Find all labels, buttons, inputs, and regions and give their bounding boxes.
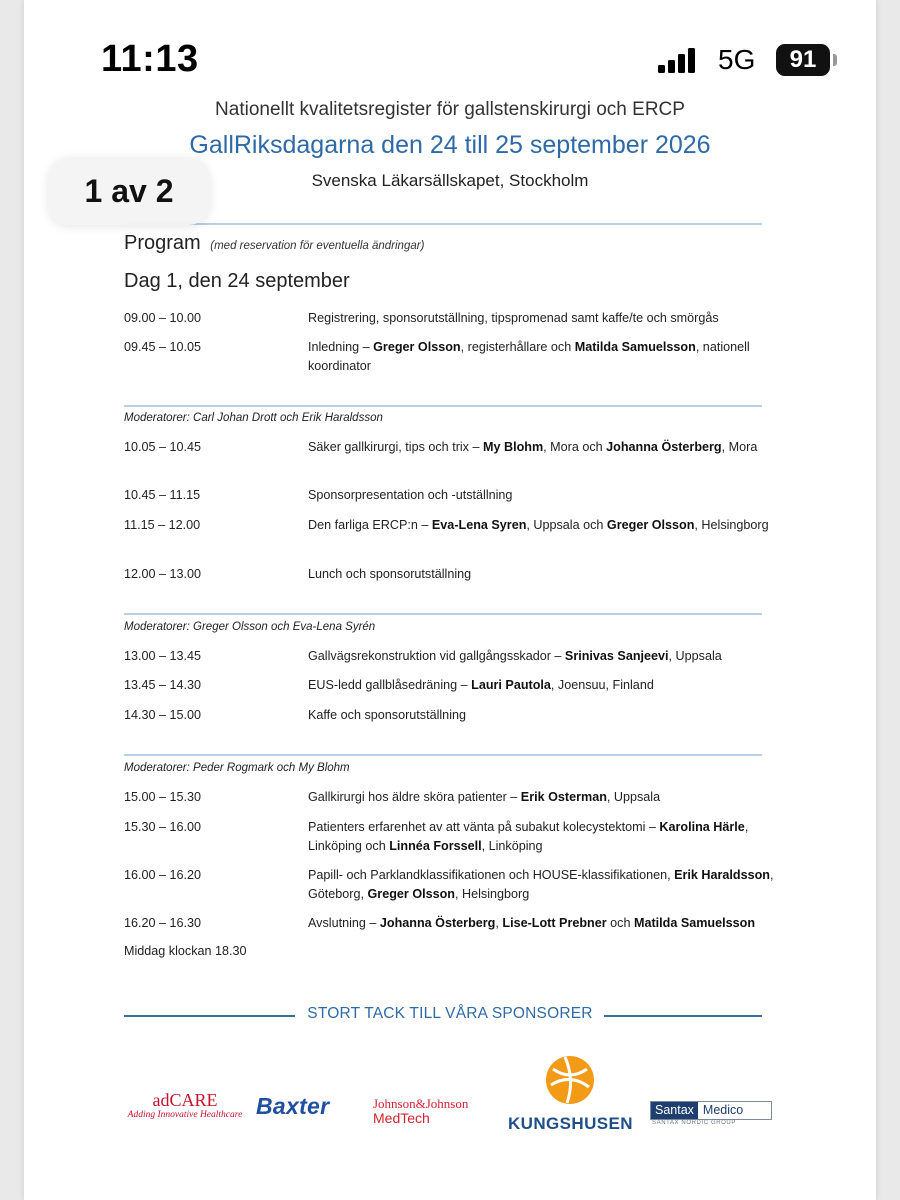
- program-note: (med reservation för eventuella ändringar): [210, 240, 425, 252]
- session-moderators: Moderatorer: Carl Johan Drott och Erik Haraldsson: [124, 412, 383, 424]
- speaker-name: Eva-Lena Syren: [431, 518, 527, 532]
- description-text: Kaffe och sponsorutställning: [308, 708, 466, 722]
- dinner-note: Middag klockan 18.30: [124, 944, 247, 958]
- speaker-name: Karolina Härle: [659, 820, 745, 834]
- schedule-description: [308, 438, 778, 457]
- schedule-description: [308, 818, 778, 856]
- day-title: Dag 1, den 24 september: [124, 270, 350, 292]
- description-text: , registerhållare och: [460, 340, 575, 354]
- event-title: GallRiksdagarna den 24 till 25 september 2026: [189, 131, 711, 159]
- divider: [124, 613, 762, 615]
- description-text: Registrering, sponsorutställning, tipspromenad samt kaffe/te och smörgås: [308, 311, 719, 325]
- status-time: 11:13: [101, 38, 199, 80]
- schedule-time: 11.15 – 12.00: [124, 518, 201, 532]
- description-text: och: [606, 916, 634, 930]
- description-text: EUS-ledd gallblåsedräning –: [308, 678, 472, 692]
- speaker-name: Matilda Samuelsson: [633, 916, 756, 930]
- speaker-name: Matilda Samuelsson: [574, 340, 696, 354]
- speaker-name: Linnéa Forssell: [389, 839, 482, 853]
- sponsor-divider-right: [604, 1015, 762, 1017]
- session-moderators: Moderatorer: Peder Rogmark och My Blohm: [124, 762, 350, 774]
- description-text: , Helsingborg: [455, 887, 530, 901]
- santax-medico-logo: [650, 1101, 772, 1120]
- description-text: , Uppsala och: [526, 518, 607, 532]
- session-moderators: Moderatorer: Greger Olsson och Eva-Lena Syrén: [124, 621, 376, 633]
- description-text: Säker gallkirurgi, tips och trix –: [308, 440, 483, 454]
- divider: [124, 223, 762, 225]
- description-text: Sponsorpresentation och -utställning: [308, 488, 513, 502]
- speaker-name: Greger Olsson: [367, 887, 456, 901]
- description-text: Papill- och Parklandklassifikationen och HOUSE-klassifikationen,: [308, 868, 675, 882]
- description-text: Patienters erfarenhet av att vänta på subakut kolecystektomi –: [308, 820, 660, 834]
- description-text: Gallkirurgi hos äldre sköra patienter –: [308, 790, 521, 804]
- description-text: , Joensuu, Finland: [550, 678, 654, 692]
- description-text: Lunch och sponsorutställning: [308, 567, 472, 581]
- jnj-division: MedTech: [373, 1110, 430, 1126]
- speaker-name: My Blohm: [482, 440, 544, 454]
- description-text: ,: [495, 916, 503, 930]
- battery-cap: [833, 54, 837, 66]
- jnj-name: Johnson&Johnson: [373, 1096, 469, 1111]
- schedule-description: [308, 486, 778, 505]
- description-text: , Göteborg,: [308, 868, 774, 901]
- sponsor-heading: STORT TACK TILL VÅRA SPONSORER: [307, 1005, 593, 1022]
- schedule-time: 12.00 – 13.00: [124, 567, 202, 581]
- cellular-signal-icon: [658, 47, 704, 73]
- adcare-logo: [124, 1090, 246, 1120]
- schedule-time: 10.05 – 10.45: [124, 440, 202, 454]
- description-text: , Linköping: [481, 839, 543, 853]
- medico-name: Medico: [702, 1103, 744, 1117]
- speaker-name: Johanna Österberg: [606, 440, 722, 454]
- schedule-time: 09.45 – 10.05: [124, 340, 202, 354]
- speaker-name: Lauri Pautola: [471, 678, 551, 692]
- description-text: Avslutning –: [308, 916, 380, 930]
- schedule-description: [308, 565, 778, 584]
- network-type: 5G: [718, 44, 756, 75]
- speaker-name: Greger Olsson: [606, 518, 695, 532]
- schedule-description: [308, 676, 778, 695]
- speaker-name: Lise-Lott Prebner: [502, 916, 607, 930]
- speaker-name: Johanna Österberg: [379, 916, 496, 930]
- kungshusen-emblem-icon: [545, 1055, 595, 1105]
- schedule-time: 14.30 – 15.00: [124, 708, 202, 722]
- schedule-time: 13.45 – 14.30: [124, 678, 202, 692]
- schedule-time: 13.00 – 13.45: [124, 649, 202, 663]
- santax-name: Santax: [651, 1102, 698, 1119]
- schedule-time: 15.00 – 15.30: [124, 790, 202, 804]
- description-text: , Mora och: [543, 440, 607, 454]
- description-text: Inledning –: [308, 340, 374, 354]
- registry-title: Nationellt kvalitetsregister för gallstenskirurgi och ERCP: [215, 99, 685, 120]
- schedule-description: [308, 309, 778, 328]
- adcare-tagline: Adding Innovative Healthcare: [127, 1110, 243, 1120]
- program-title: Program: [124, 232, 201, 254]
- speaker-name: Erik Haraldsson: [674, 868, 770, 882]
- schedule-time: 16.20 – 16.30: [124, 916, 202, 930]
- speaker-name: Greger Olsson: [373, 340, 461, 354]
- description-text: , Mora: [721, 440, 758, 454]
- kungshusen-logo: [508, 1055, 632, 1134]
- program-heading: [124, 232, 424, 255]
- schedule-time: 09.00 – 10.00: [124, 311, 202, 325]
- speaker-name: Srinivas Sanjeevi: [564, 649, 669, 663]
- santax-subtitle: SANTAX NORDIC GROUP: [652, 1120, 736, 1126]
- schedule-time: 15.30 – 16.00: [124, 820, 202, 834]
- schedule-description: [308, 914, 788, 933]
- schedule-description: [308, 706, 778, 725]
- schedule-description: [308, 338, 778, 376]
- description-text: , Linköping och: [308, 820, 749, 853]
- schedule-description: [308, 516, 778, 535]
- event-venue: Svenska Läkarsällskapet, Stockholm: [311, 171, 589, 190]
- description-text: , nationell koordinator: [308, 340, 750, 373]
- jnj-medtech-logo: [373, 1097, 468, 1125]
- schedule-description: [308, 866, 778, 904]
- adcare-name: adCARE: [152, 1090, 218, 1110]
- kungshusen-name: KUNGSHUSEN: [508, 1114, 633, 1133]
- description-text: , Uppsala: [668, 649, 722, 663]
- speaker-name: Erik Osterman: [520, 790, 607, 804]
- battery-icon: 91: [776, 44, 830, 76]
- schedule-description: [308, 788, 778, 807]
- description-text: Den farliga ERCP:n –: [308, 518, 432, 532]
- divider: [124, 754, 762, 756]
- baxter-logo: Baxter: [256, 1093, 330, 1119]
- schedule-time: 16.00 – 16.20: [124, 868, 202, 882]
- sponsor-divider-left: [124, 1015, 295, 1017]
- description-text: , Uppsala: [606, 790, 661, 804]
- divider: [124, 405, 762, 407]
- page-indicator: 1 av 2: [48, 157, 210, 225]
- description-text: Gallvägsrekonstruktion vid gallgångsskador –: [308, 649, 565, 663]
- schedule-description: [308, 647, 778, 666]
- description-text: , Helsingborg: [694, 518, 769, 532]
- schedule-time: 10.45 – 11.15: [124, 488, 201, 502]
